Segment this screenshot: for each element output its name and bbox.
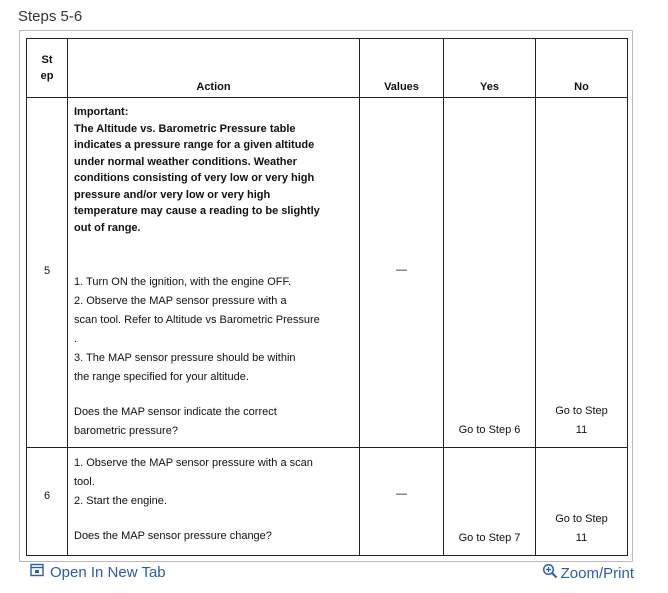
header-step <box>27 39 68 98</box>
list-item: tool. <box>74 476 95 488</box>
list-item: scan tool. Refer to Altitude vs Barometric Pressure <box>74 314 320 326</box>
header-values: Values <box>360 39 444 98</box>
values-cell: — <box>360 448 444 556</box>
list-item: . <box>74 333 78 345</box>
action-cell <box>68 98 360 448</box>
list-item: 1. Observe the MAP sensor pressure with a scan <box>74 457 313 469</box>
page-title: Steps 5-6 <box>18 8 83 25</box>
table-header-row <box>27 39 628 98</box>
header-step-line1: St <box>41 54 53 66</box>
yes-cell <box>444 98 536 448</box>
question-text: Does the MAP sensor pressure change? <box>74 530 272 542</box>
procedure-list <box>74 454 353 511</box>
header-action: Action <box>68 39 360 98</box>
list-item: the range specified for your altitude. <box>74 371 249 383</box>
header-no: No <box>536 39 628 98</box>
list-item: 2. Observe the MAP sensor pressure with a <box>74 295 287 307</box>
important-note: Important: The Altitude vs. Barometric Pressure table indicates a pressure range for a given altitude under normal weather conditions. Weather conditions consisting of very low or very high pressure and/or very low or very high temperature may cause a reading to be slightly out of range. <box>74 106 320 234</box>
go-to-step-6-text: Go to Step 6 <box>458 424 521 436</box>
header-yes: Yes <box>444 39 536 98</box>
no-cell <box>536 98 628 448</box>
list-item: 2. Start the engine. <box>74 495 167 507</box>
zoom-print-link[interactable] <box>542 563 634 583</box>
open-in-new-tab-link[interactable] <box>30 563 166 581</box>
action-cell <box>68 448 360 556</box>
list-item: 3. The MAP sensor pressure should be within <box>74 352 296 364</box>
step-number: 5 <box>27 98 68 448</box>
zoom-print-label: Zoom/Print <box>560 564 634 582</box>
yes-cell <box>444 448 536 556</box>
no-cell <box>536 448 628 556</box>
header-step-line2: ep <box>40 70 54 82</box>
open-new-tab-icon <box>30 563 44 581</box>
go-to-step-7-text: Go to Step 7 <box>458 532 521 544</box>
table-row <box>27 98 628 448</box>
go-to-step-11-text: Go to Step 11 <box>555 405 608 436</box>
values-cell: — <box>360 98 444 448</box>
table-frame <box>19 30 633 562</box>
step-number: 6 <box>27 448 68 556</box>
diagnostic-steps-table <box>26 38 628 556</box>
magnifier-zoom-icon <box>542 563 558 583</box>
go-to-step-11-text: Go to Step 11 <box>555 513 608 544</box>
open-in-new-tab-label: Open In New Tab <box>50 563 166 581</box>
procedure-list <box>74 273 353 387</box>
list-item: 1. Turn ON the ignition, with the engine OFF. <box>74 276 292 288</box>
table-row <box>27 448 628 556</box>
question-text: Does the MAP sensor indicate the correct barometric pressure? <box>74 406 277 437</box>
